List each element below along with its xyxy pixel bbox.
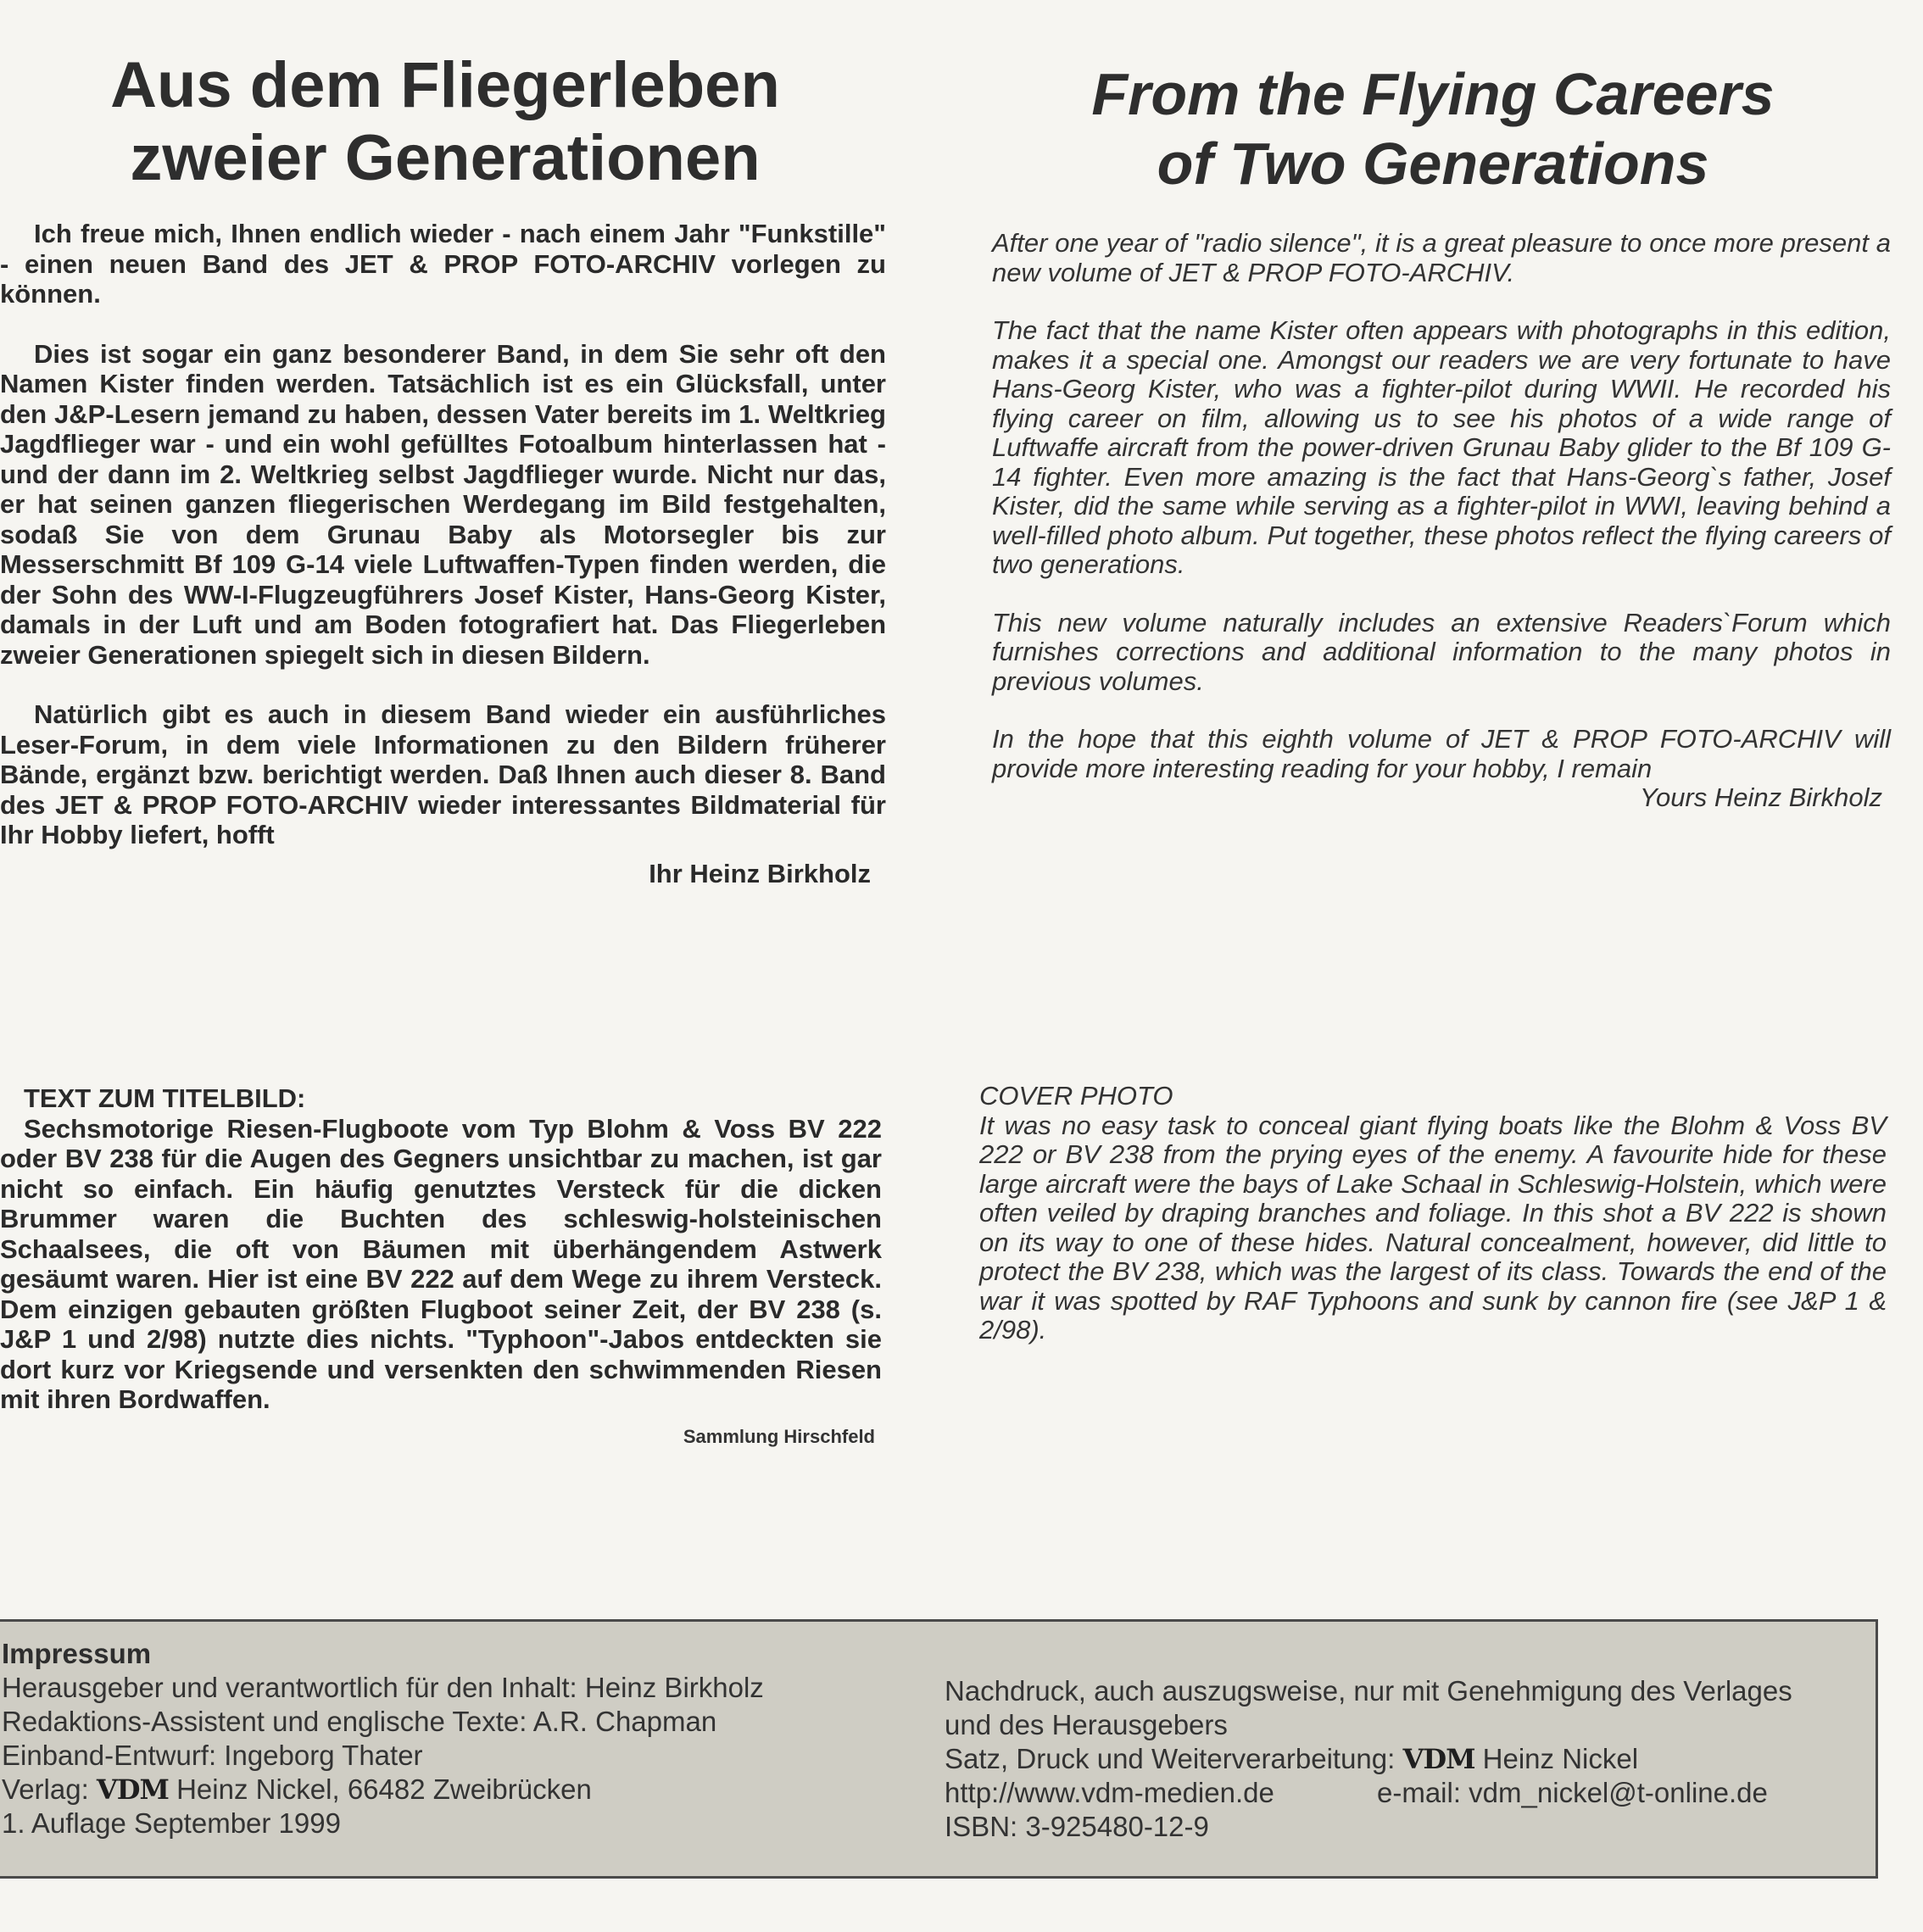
- german-cover-caption: [0, 1083, 882, 1415]
- german-paragraph-2: Dies ist sogar ein ganz besonderer Band, in dem Sie sehr oft den Namen Kister finden werden. Tatsächlich ist es ein Glücksfall, unter den J&P-Lesern jemand zu haben, dessen Vater bereits im 1. Weltkrieg Jagdflieger war - und ein wohl gefülltes Fotoalbum hinterlassen hat - und der dann im 2. Weltkrieg selbst Jagdflieger wurde. Nicht nur das, er hat seinen ganzen fliegerischen Werdegang im Bild festgehalten, sodaß Sie von dem Grunau Baby als Motorsegler bis zur Messerschmitt Bf 109 G-14 viele Luftwaffen-Typen finden werden, die der Sohn des WW-I-Flugzeugführers Josef Kister, Hans-Georg Kister, damals in der Luft und am Boden fotografiert hat. Das Fliegerleben zweier Generationen spiegelt sich in diesen Bildern.: [0, 338, 886, 670]
- impressum-assistant: Redaktions-Assistent und englische Texte: A.R. Chapman: [2, 1706, 717, 1737]
- printing-name: Heinz Nickel: [1482, 1743, 1639, 1774]
- english-signature: Yours Heinz Birkholz: [1639, 782, 1882, 812]
- german-title-line1: Aus dem Fliegerleben: [110, 49, 780, 121]
- photo-credit: Sammlung Hirschfeld: [683, 1426, 875, 1447]
- impressum-isbn: ISBN: 3-925480-12-9: [945, 1811, 1209, 1842]
- impressum-right: [945, 1674, 1843, 1844]
- english-foreword: [992, 229, 1891, 813]
- german-cover-heading: TEXT ZUM TITELBILD:: [24, 1083, 306, 1113]
- english-cover-heading: COVER PHOTO: [979, 1081, 1173, 1111]
- german-paragraph-3: Natürlich gibt es auch in diesem Band wieder ein ausführliches Leser-Forum, in dem viele Informationen zu den Bildern früherer Bände, ergänzt bzw. berichtigt werden. Daß Ihnen auch dieser 8. Band des JET & PROP FOTO-ARCHIV wieder interessantes Bildmaterial für Ihr Hobby liefert, hofft: [0, 699, 886, 849]
- impressum-heading: Impressum: [2, 1638, 152, 1669]
- impressum-edition: 1. Auflage September 1999: [2, 1807, 341, 1839]
- impressum-printing: [945, 1742, 1843, 1776]
- english-paragraph-4: In the hope that this eighth volume of JET & PROP FOTO-ARCHIV will provide more interesting reading for your hobby, I remain: [992, 724, 1891, 783]
- english-paragraph-2: The fact that the name Kister often appears with photographs in this edition, makes it a special one. Amongst our readers we are very fortunate to have Hans-Georg Kister, who was a fighter-pilot during WWII. He recorded his flying career on film, allowing us to see his photos of a wide range of Luftwaffe aircraft from the power-driven Grunau Baby glider to the Bf 109 G-14 fighter. Even more amazing is the fact that Hans-Georg`s father, Josef Kister, did the same while serving as a fighter-pilot in WWI, leaving behind a well-filled photo album. Put together, these photos reflect the flying careers of two generations.: [992, 315, 1891, 579]
- impressum-left: [2, 1637, 917, 1840]
- website-link[interactable]: http://www.vdm-medien.de: [945, 1777, 1274, 1808]
- german-cover-text: Sechsmotorige Riesen-Flugboote vom Typ Blohm & Voss BV 222 oder BV 238 für die Augen des Gegners unsichtbar zu machen, ist gar nicht so einfach. Ein häufig genutztes Versteck für die dicken Brummer waren die Buchten des schleswig-holsteinischen Schaalsees, die oft von Bäumen mit überhängendem Astwerk gesäumt waren. Hier ist eine BV 222 auf dem Wege zu ihrem Versteck. Dem einzigen gebauten größten Flugboot seiner Zeit, der BV 238 (s. J&P 1 und 2/98) nutzte dies nichts. "Typhoon"-Jabos entdeckten sie dort kurz vor Kriegsende und versenkten den schwimmenden Riesen mit ihren Bordwaffen.: [0, 1113, 882, 1414]
- english-paragraph-1: After one year of "radio silence", it is a great pleasure to once more present a new volume of JET & PROP FOTO-ARCHIV.: [992, 228, 1891, 287]
- printing-label: Satz, Druck und Weiterverarbeitung:: [945, 1743, 1396, 1774]
- impressum-contact: [945, 1776, 1843, 1810]
- english-cover-caption: [979, 1082, 1887, 1345]
- vdm-logo-2: VDM: [1402, 1743, 1475, 1775]
- english-title-line2: of Two Generations: [1157, 131, 1709, 197]
- english-cover-text: It was no easy task to conceal giant flying boats like the Blohm & Voss BV 222 or BV 238 from the prying eyes of the enemy. A favourite hide for these large aircraft were the bays of Lake Schaal in Schleswig-Holstein, which were often veiled by draping branches and foliage. In this shot a BV 222 is shown on its way to one of these hides. Natural concealment, however, did little to protect the BV 238, which was the largest of its class. Towards the end of the war it was spotted by RAF Typhoons and sunk by cannon fire (see J&P 1 & 2/98).: [979, 1110, 1887, 1345]
- english-title: [975, 59, 1891, 198]
- impressum-reprint-notice: Nachdruck, auch auszugsweise, nur mit Genehmigung des Verlages und des Herausgebers: [945, 1675, 1792, 1740]
- impressum-verlag: [2, 1773, 917, 1807]
- verlag-label: Verlag:: [2, 1773, 89, 1805]
- vdm-logo: VDM: [96, 1773, 169, 1806]
- german-signature: Ihr Heinz Birkholz: [649, 858, 871, 888]
- german-paragraph-1: Ich freue mich, Ihnen endlich wieder - nach einem Jahr "Funkstille" - einen neuen Band des JET & PROP FOTO-ARCHIV vorlegen zu können.: [0, 219, 886, 309]
- email-link[interactable]: e-mail: vdm_nickel@t-online.de: [1377, 1777, 1768, 1808]
- verlag-address: Heinz Nickel, 66482 Zweibrücken: [176, 1773, 592, 1805]
- german-title-line2: zweier Generationen: [130, 122, 761, 194]
- impressum-cover-design: Einband-Entwurf: Ingeborg Thater: [2, 1740, 423, 1771]
- english-title-line1: From the Flying Careers: [1091, 61, 1775, 127]
- german-title: [0, 49, 890, 195]
- english-paragraph-3: This new volume naturally includes an extensive Readers`Forum which furnishes corrections and additional information to the many photos in previous volumes.: [992, 607, 1891, 696]
- impressum-box: [0, 1619, 1878, 1879]
- german-foreword: [0, 219, 886, 888]
- impressum-publisher: Herausgeber und verantwortlich für den Inhalt: Heinz Birkholz: [2, 1672, 764, 1703]
